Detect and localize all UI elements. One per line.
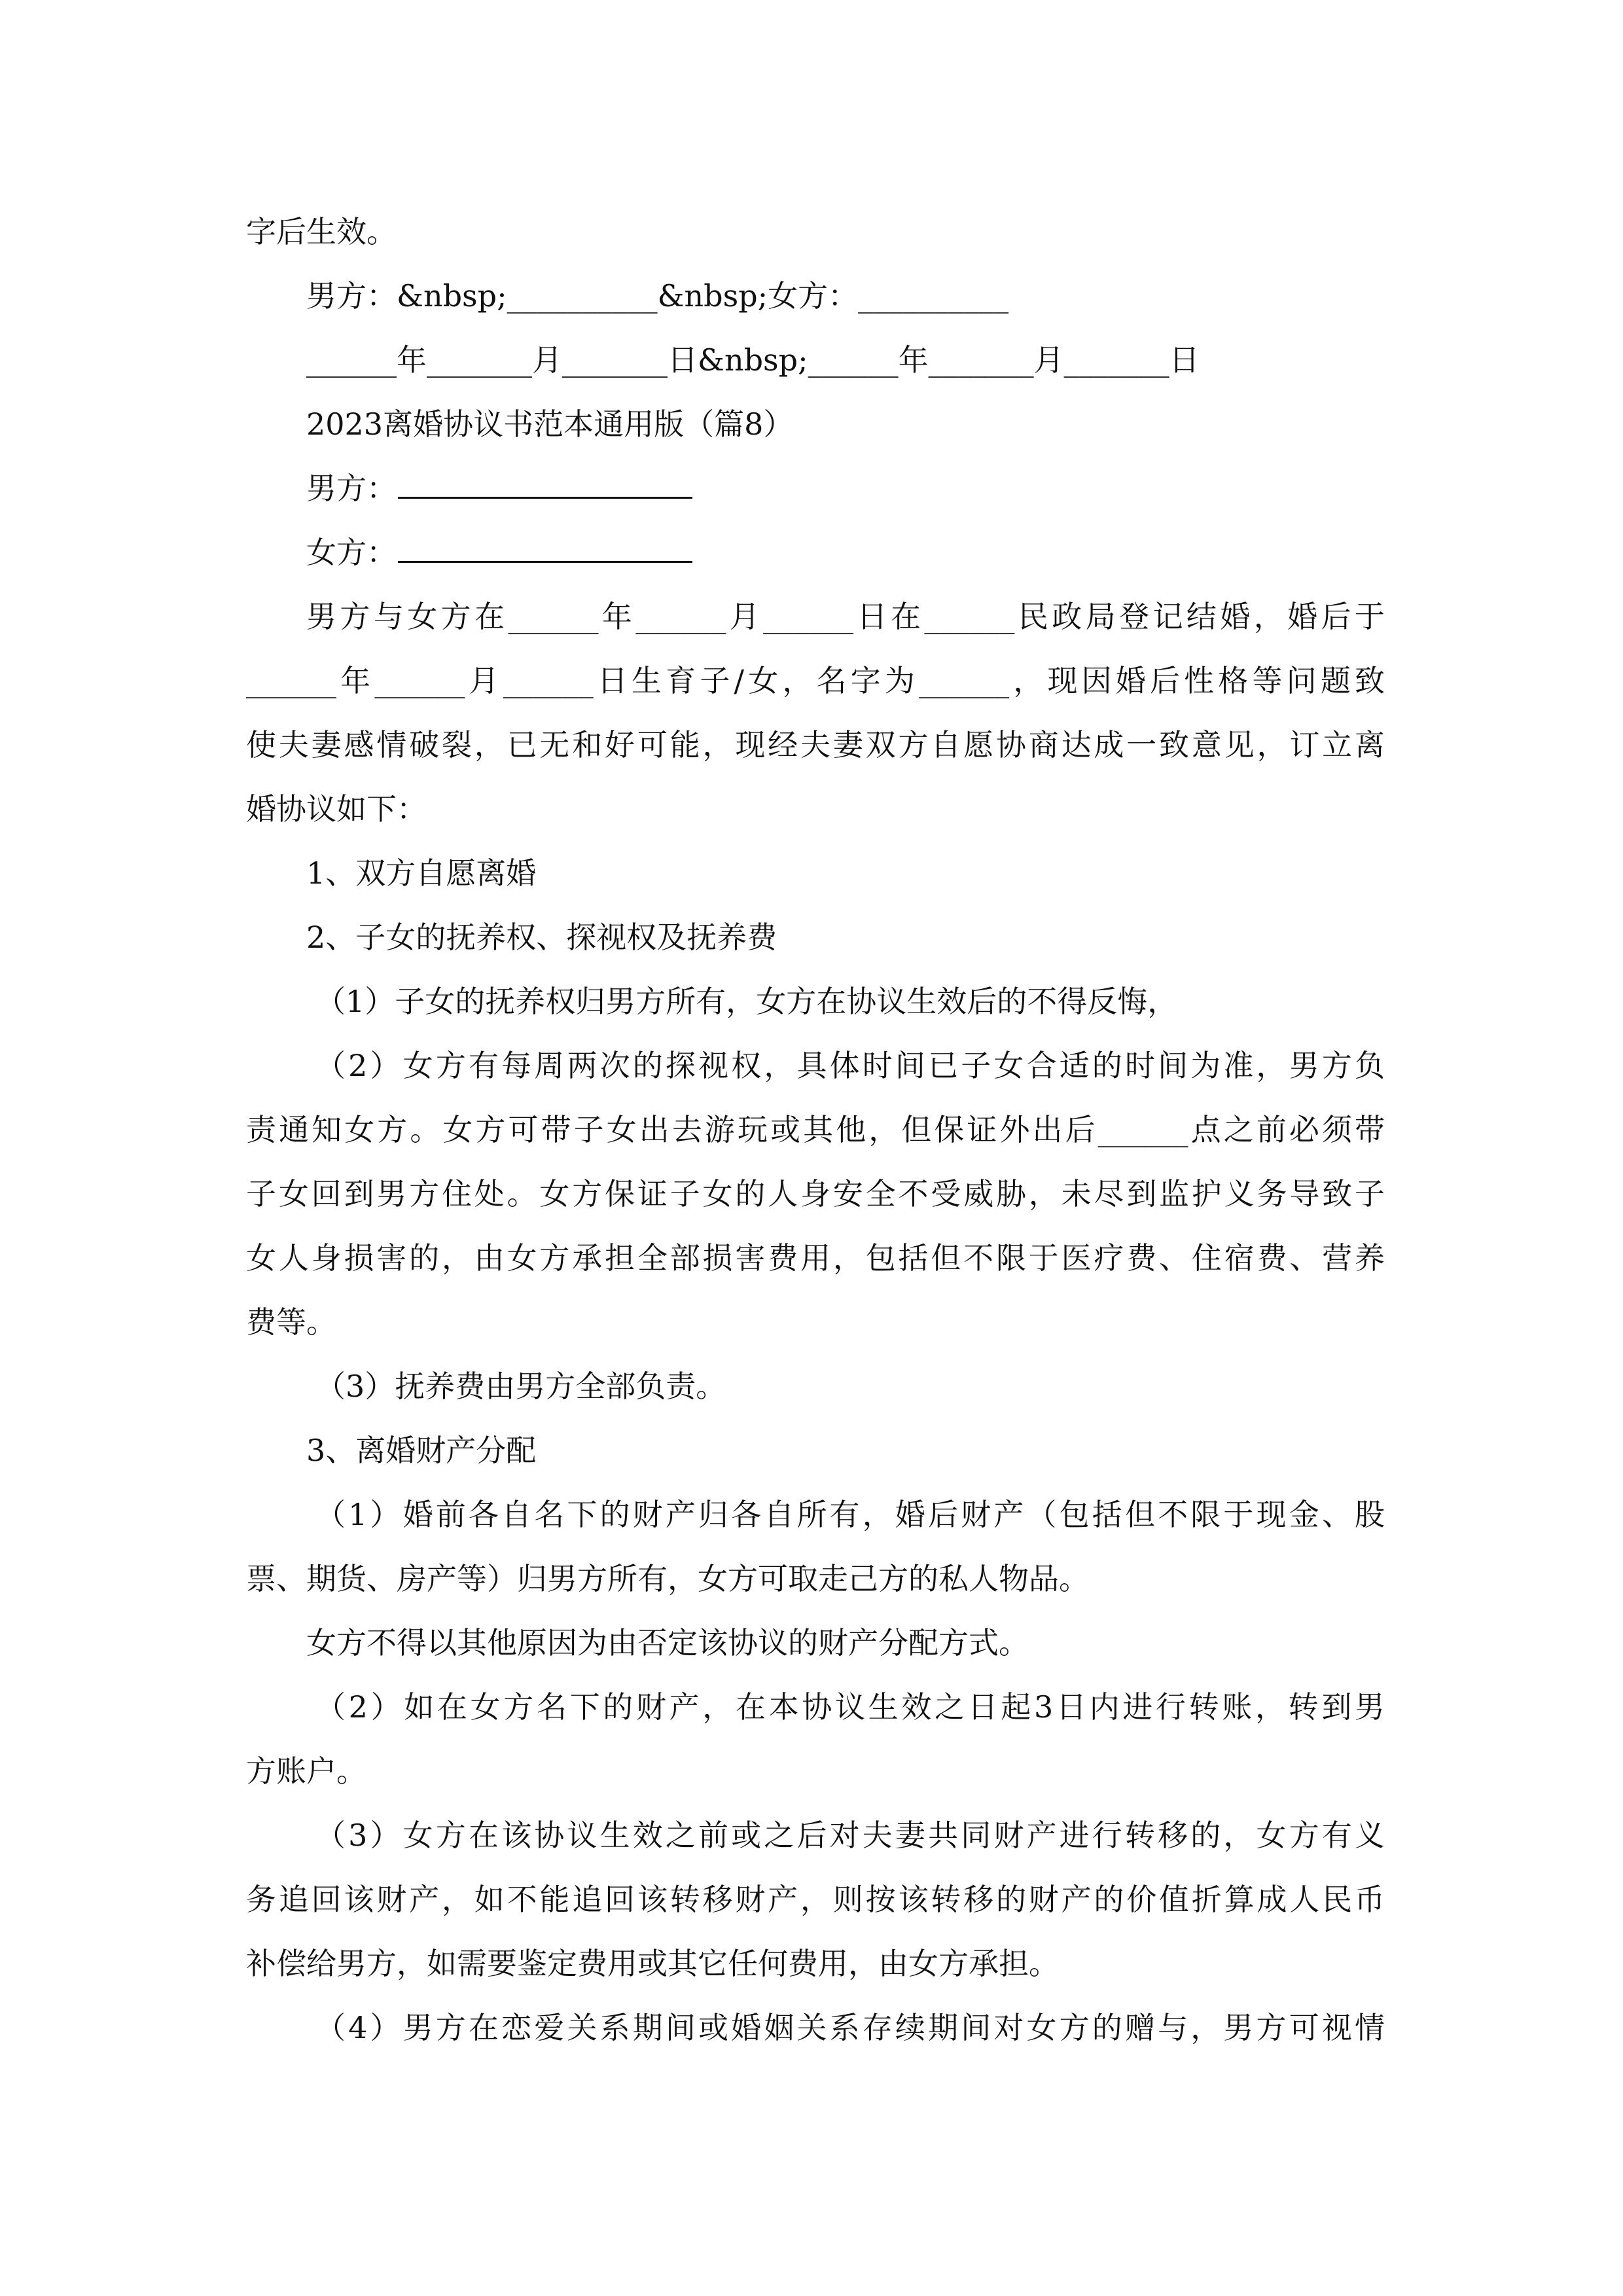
text-line: 字后生效。 bbox=[246, 214, 397, 249]
text-line: 方账户。 bbox=[246, 1753, 366, 1789]
text-line: （4）男方在恋爱关系期间或婚姻关系存续期间对女方的赠与，男方可视情 bbox=[315, 2010, 1385, 2045]
party-male-label: 男方： bbox=[306, 471, 397, 506]
text-line: ______年______月______日生育子/女，名字为______，现因婚后性格等问题致 bbox=[246, 663, 1385, 698]
clause-heading: 3、离婚财产分配 bbox=[306, 1433, 537, 1468]
party-male-line bbox=[246, 456, 1385, 520]
date-line: ______年_______月_______日&nbsp;______年_______月_______日 bbox=[306, 342, 1200, 378]
text-line: 票、期货、房产等）归男方所有，女方可取走己方的私人物品。 bbox=[246, 1561, 1089, 1596]
text-line: （1）子女的抚养权归男方所有，女方在协议生效后的不得反悔， bbox=[315, 984, 1178, 1019]
text-line: 婚协议如下： bbox=[246, 791, 427, 827]
text-line: 女方不得以其他原因为由否定该协议的财产分配方式。 bbox=[306, 1625, 1029, 1660]
blank-underline bbox=[398, 459, 692, 499]
text-line: 使夫妻感情破裂，已无和好可能，现经夫妻双方自愿协商达成一致意见，订立离 bbox=[246, 727, 1385, 762]
document-body bbox=[246, 200, 1385, 2060]
text-line: （1）婚前各自名下的财产归各自所有，婚后财产（包括但不限于现金、股 bbox=[315, 1497, 1385, 1532]
text-line: 子女回到男方住处。女方保证子女的人身安全不受威胁，未尽到监护义务导致子 bbox=[246, 1176, 1385, 1211]
clause-heading: 2、子女的抚养权、探视权及抚养费 bbox=[306, 920, 777, 955]
section-title: 2023离婚协议书范本通用版（篇8） bbox=[306, 406, 794, 442]
text-line: 费等。 bbox=[246, 1304, 336, 1340]
blank-underline bbox=[398, 523, 692, 563]
text-line: （3）抚养费由男方全部负责。 bbox=[315, 1369, 726, 1404]
text-line: （2）如在女方名下的财产，在本协议生效之日起3日内进行转账，转到男 bbox=[315, 1689, 1385, 1725]
party-female-label: 女方： bbox=[306, 535, 397, 570]
text-line: （3）女方在该协议生效之前或之后对夫妻共同财产进行转移的，女方有义 bbox=[315, 1818, 1385, 1853]
text-line: 责通知女方。女方可带子女出去游玩或其他，但保证外出后______点之前必须带 bbox=[246, 1112, 1385, 1147]
text-line: 务追回该财产，如不能追回该转移财产，则按该转移的财产的价值折算成人民币 bbox=[246, 1882, 1385, 1917]
text-line: （2）女方有每周两次的探视权，具体时间已子女合适的时间为准，男方负 bbox=[315, 1048, 1385, 1083]
text-line: 补偿给男方，如需要鉴定费用或其它任何费用，由女方承担。 bbox=[246, 1946, 1059, 1981]
text-line: 女人身损害的，由女方承担全部损害费用，包括但不限于医疗费、住宿费、营养 bbox=[246, 1240, 1385, 1276]
signature-line: 男方：&nbsp;__________&nbsp;女方：__________ bbox=[306, 278, 1009, 314]
text-line: 男方与女方在______年______月______日在______民政局登记结婚，婚后于 bbox=[306, 599, 1385, 634]
clause-heading: 1、双方自愿离婚 bbox=[306, 855, 537, 891]
party-female-line bbox=[246, 520, 1385, 584]
